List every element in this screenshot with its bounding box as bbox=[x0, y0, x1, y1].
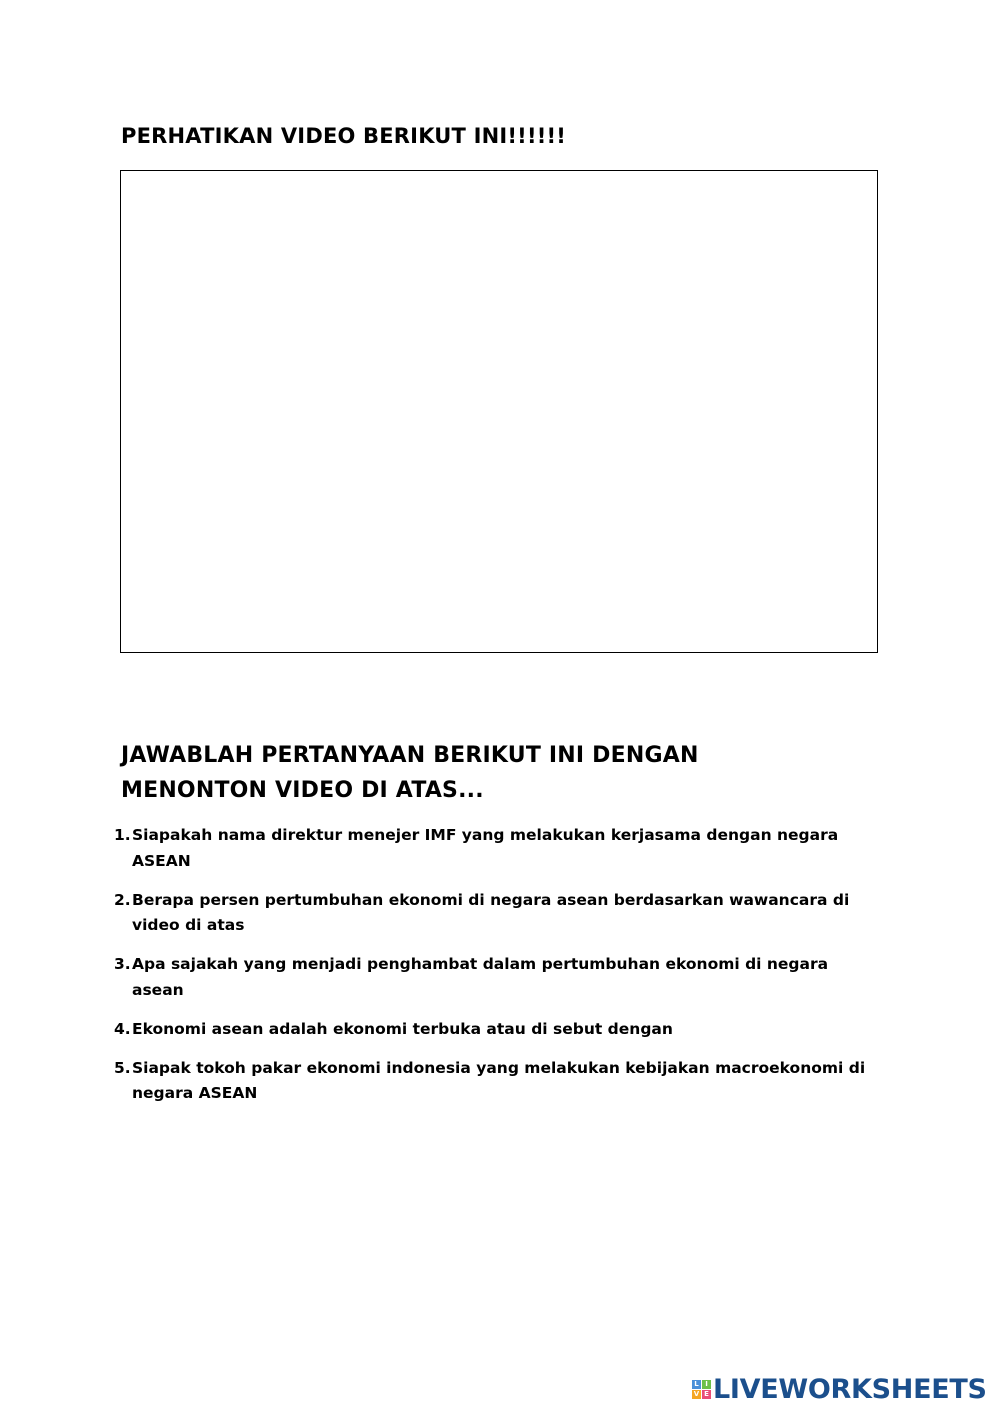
liveworksheets-logo bbox=[692, 1374, 987, 1405]
questions-section-title: JAWABLAH PERTANYAAN BERIKUT INI DENGAN MENONTON VIDEO DI ATAS... bbox=[121, 743, 699, 803]
question-item-2 bbox=[114, 888, 884, 939]
question-number: 5. bbox=[114, 1058, 131, 1077]
question-item-5 bbox=[114, 1056, 884, 1107]
question-number: 2. bbox=[114, 890, 131, 909]
liveworksheets-logo-icon bbox=[692, 1380, 711, 1399]
liveworksheets-wordmark: LIVEWORKSHEETS bbox=[713, 1374, 987, 1405]
question-list bbox=[114, 823, 884, 1120]
question-number: 3. bbox=[114, 955, 131, 973]
video-section-title: PERHATIKAN VIDEO BERIKUT INI!!!!!! bbox=[121, 124, 567, 148]
question-item-4 bbox=[114, 1017, 884, 1043]
question-text: Ekonomi asean adalah ekonomi terbuka atau di sebut dengan bbox=[132, 1019, 673, 1038]
question-text: Siapakah nama direktur menejer IMF yang melakukan kerjasama dengan negara ASEAN bbox=[132, 826, 839, 870]
question-number: 1. bbox=[114, 826, 131, 844]
question-text: Berapa persen pertumbuhan ekonomi di negara asean berdasarkan wawancara di video di atas bbox=[132, 890, 850, 934]
question-item-3 bbox=[114, 952, 884, 1003]
question-text: Apa sajakah yang menjadi penghambat dalam pertumbuhan ekonomi di negara asean bbox=[132, 955, 829, 999]
video-embed-frame[interactable] bbox=[120, 170, 878, 653]
question-item-1 bbox=[114, 823, 884, 874]
question-number: 4. bbox=[114, 1019, 131, 1038]
question-text: Siapak tokoh pakar ekonomi indonesia yang melakukan kebijakan macroekonomi di negara ASEAN bbox=[132, 1058, 866, 1102]
logo-square: E bbox=[702, 1390, 711, 1399]
logo-square: L bbox=[692, 1380, 701, 1389]
logo-square: I bbox=[702, 1380, 711, 1389]
logo-square: V bbox=[693, 1390, 700, 1398]
